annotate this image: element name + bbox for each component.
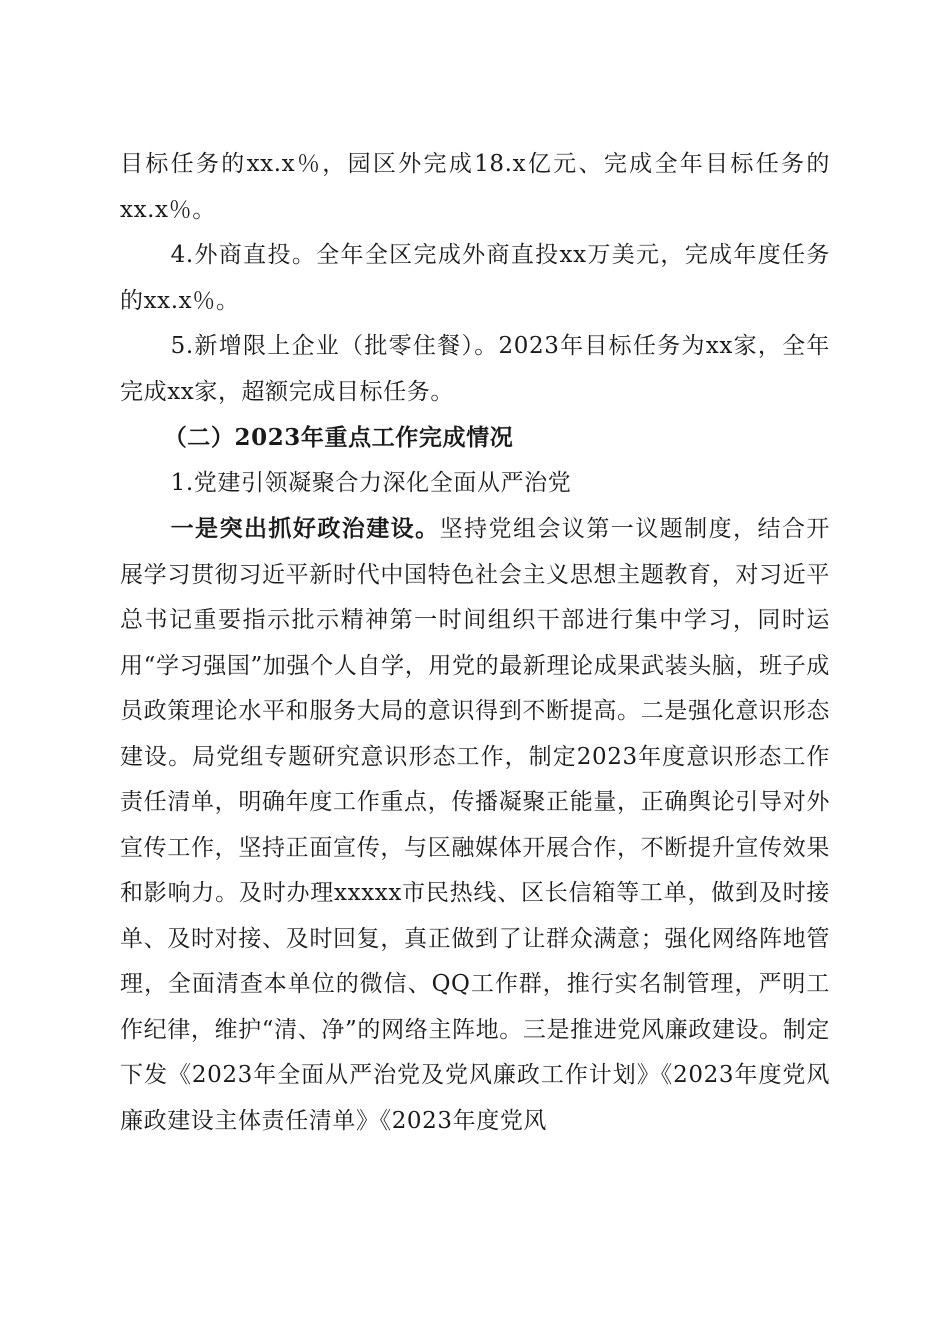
list-item-new-enterprises: 5.新增限上企业（批零住餐）。2023年目标任务为xx家，全年完成xx家，超额完成目标任务。: [120, 333, 830, 405]
body-paragraph: [120, 506, 830, 1144]
document-body: [120, 142, 830, 1144]
section-heading: （二）2023年重点工作完成情况: [163, 424, 514, 451]
paragraph-lead: 一是突出抓好政治建设。: [170, 515, 440, 542]
subsection-heading: 1.党建引领凝聚合力深化全面从严治党: [170, 469, 572, 496]
list-item-foreign-investment: 4.外商直投。全年全区完成外商直投xx万美元，完成年度任务的xx.x％。: [120, 242, 830, 314]
paragraph-continuation: 目标任务的xx.x％，园区外完成18.x亿元、完成全年目标任务的xx.x％。: [120, 151, 830, 223]
paragraph-body: 坚持党组会议第一议题制度，结合开展学习贯彻习近平新时代中国特色社会主义思想主题教育，对习近平总书记重要指示批示精神第一时间组织干部进行集中学习，同时运用“学习强国”加强个人自学，用党的最新理论成果武装头脑，班子成员政策理论水平和服务大局的意识得到不断提高。二是强化意识形态建设。局党组专题研究意识形态工作，制定2023年度意识形态工作责任清单，明确年度工作重点，传播凝聚正能量，正确舆论引导对外宣传工作，坚持正面宣传，与区融媒体开展合作，不断提升宣传效果和影响力。及时办理xxxxx市民热线、区长信箱等工单，做到及时接单、及时对接、及时回复，真正做到了让群众满意；强化网络阵地管理，全面清查本单位的微信、QQ工作群，推行实名制管理，严明工作纪律，维护“清、净”的网络主阵地。三是推进党风廉政建设。制定下发《2023年全面从严治党及党风廉政工作计划》《2023年度党风廉政建设主体责任清单》《2023年度党风: [120, 516, 830, 1134]
